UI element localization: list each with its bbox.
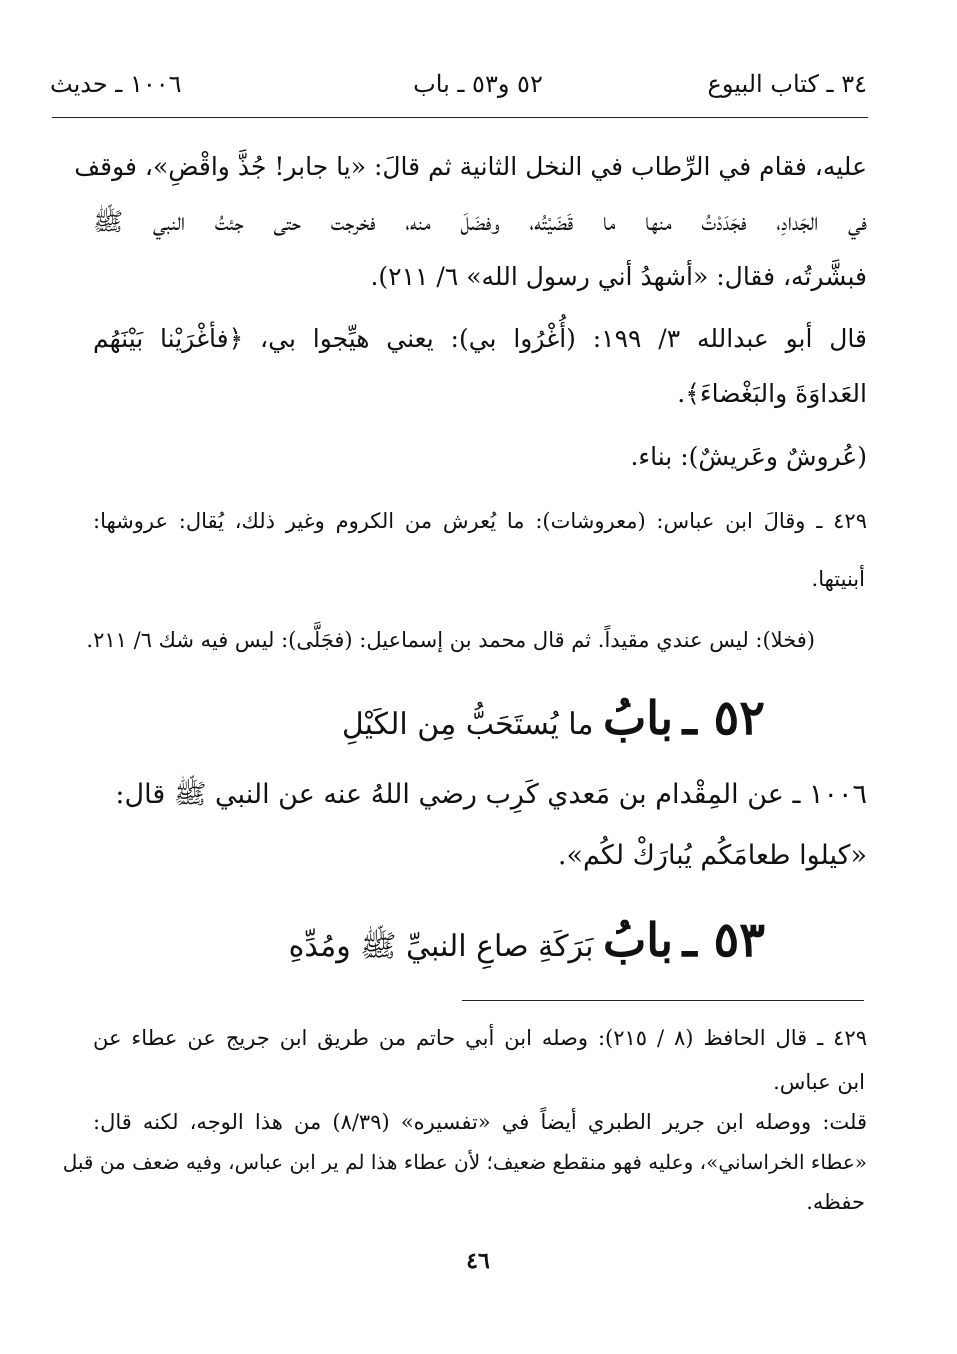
body-line: أبنيتها. [811, 567, 865, 591]
running-header-book: ٣٤ ـ كتاب البيوع [707, 70, 867, 98]
chapter-heading-52 [342, 690, 765, 753]
chapter-bab: بابُ [602, 691, 674, 745]
hadith-line: «كيلوا طعامَكُم يُبارَكْ لكُم». [557, 840, 867, 871]
body-line: في الجَدادِ، فجَدَدْتُ منها ما قَضَيْتُه، وفضَلَ منه، فخرجت حتى جئتُ النبي ﷺ [93, 207, 867, 236]
footnote-line: ابن عباس. [773, 1070, 865, 1094]
body-line: عليه، فقام في الرِّطاب في النخل الثانية ثم قالَ: «يا جابر! جُذَّ واقْضِ»، فوقف [74, 152, 867, 181]
body-line: العَداوَةَ والبَغْضاءَ﴾. [677, 379, 867, 408]
body-line: قال أبو عبدالله ٣/ ١٩٩: (أُغْرُوا بي): يعني هيِّجوا بي، ﴿فأغْرَيْنا بَيْنَهُم [93, 324, 867, 353]
chapter-number: ٥٣ ـ [682, 912, 765, 968]
chapter-number: ٥٢ ـ [682, 690, 765, 746]
body-line: (عُروشٌ وعَريشٌ): بناء. [630, 442, 867, 471]
footnote-line: قلت: ووصله ابن جرير الطبري أيضاً في «تفسيره» (٨/٣٩) من هذا الوجه، لكنه قال: [93, 1110, 868, 1134]
page-number: ٤٦ [466, 1248, 490, 1274]
chapter-bab: بابُ [602, 913, 674, 967]
footnote-line: حفظه. [806, 1190, 865, 1214]
running-header-hadith: ١٠٠٦ ـ حديث [50, 70, 182, 98]
chapter-title: ما يُستَحَبُّ مِن الكَيْلِ [341, 707, 594, 742]
footnote-rule [462, 1000, 864, 1001]
footnote-line: ٤٢٩ ـ قال الحافظ (٨ / ٢١٥): وصله ابن أبي حاتم من طريق ابن جريج عن عطاء عن [93, 1026, 867, 1050]
body-line: فبشَّرتُه، فقال: «أشهدُ أني رسول الله» ٦/ ٢١١). [370, 262, 867, 291]
running-header-chapters: ٥٢ و٥٣ ـ باب [413, 70, 543, 98]
hadith-line: ١٠٠٦ ـ عن المِقْدام بن مَعدي كَرِب رضي اللهُ عنه عن النبي ﷺ قال: [115, 779, 867, 810]
footnote-line: «عطاء الخراساني»، وعليه فهو منقطع ضعيف؛ لأن عطاء هذا لم ير ابن عباس، وفيه ضعف من قبل [62, 1150, 867, 1174]
chapter-title: بَرَكَةِ صاعِ النبيِّ ﷺ ومُدِّهِ [288, 929, 594, 964]
body-line: (فخلا): ليس عندي مقيداً. ثم قال محمد بن إسماعيل: (فجَلَّى): ليس فيه شك ٦/ ٢١١. [86, 628, 815, 652]
chapter-heading-53 [289, 912, 765, 975]
body-line: ٤٢٩ ـ وقالَ ابن عباس: (معروشات): ما يُعرش من الكروم وغير ذلك، يُقال: عروشها: [93, 509, 867, 533]
header-rule [52, 117, 868, 118]
